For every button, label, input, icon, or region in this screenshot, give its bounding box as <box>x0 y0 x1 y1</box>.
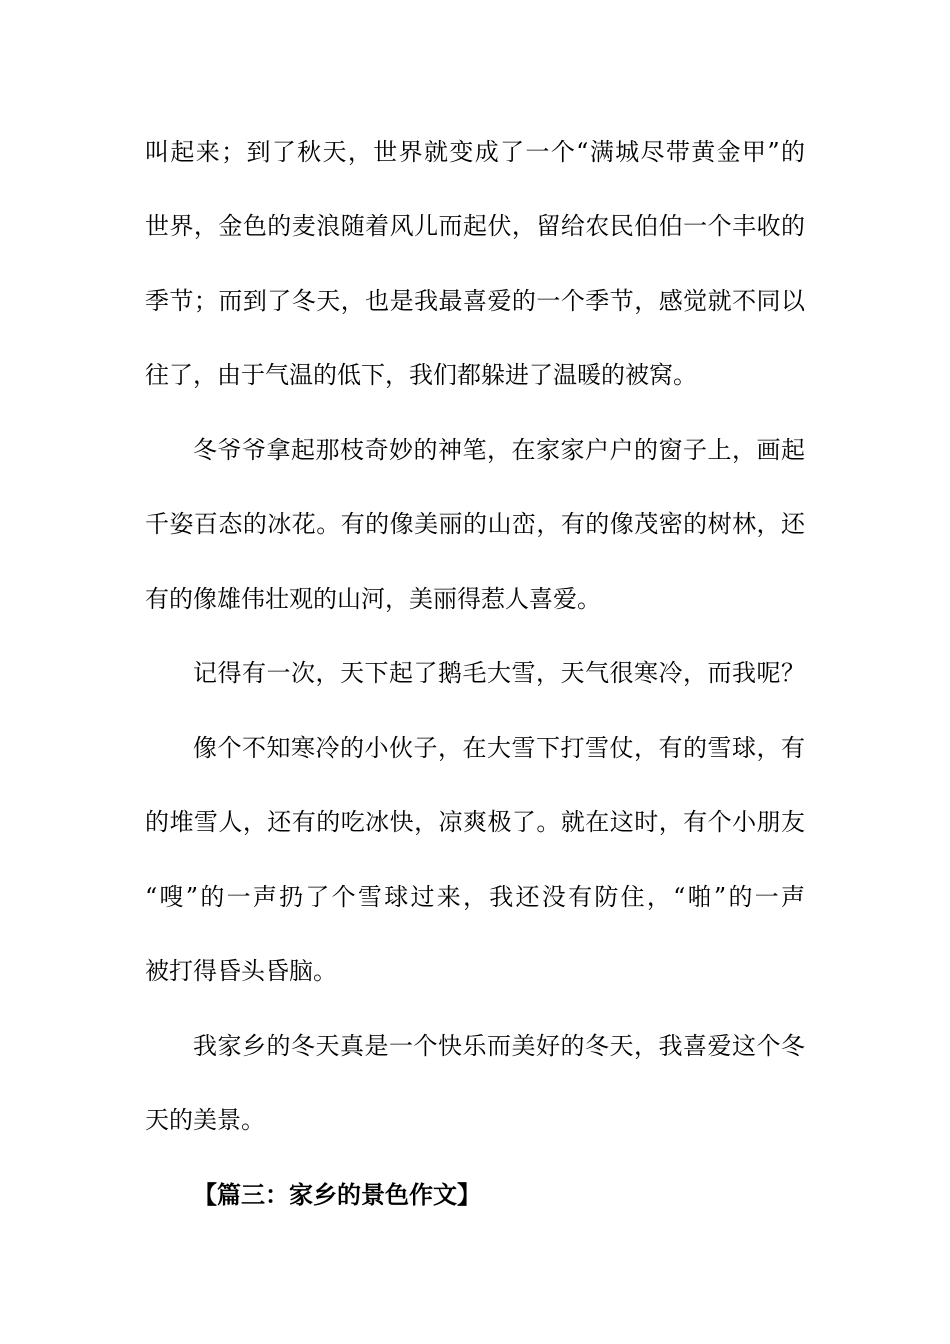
text-line: 像个不知寒冷的小伙子，在大雪下打雪仗，有的雪球，有 <box>193 734 805 762</box>
text-line: 千姿百态的冰花。有的像美丽的山峦，有的像茂密的树林，还 <box>145 510 805 538</box>
text-line: 我家乡的冬天真是一个快乐而美好的冬天，我喜爱这个冬 <box>193 1032 805 1060</box>
text-line: 有的像雄伟壮观的山河，美丽得惹人喜爱。 <box>145 585 601 613</box>
text-line: 季节；而到了冬天，也是我最喜爱的一个季节，感觉就不同以 <box>145 287 805 315</box>
text-line: “嗖”的一声扔了个雪球过来，我还没有防住，“啪”的一声 <box>145 883 805 911</box>
text-line: 记得有一次，天下起了鹅毛大雪，天气很寒冷，而我呢？ <box>193 659 805 687</box>
text-line: 往了，由于气温的低下，我们都躲进了温暖的被窝。 <box>145 361 697 389</box>
text-line: 天的美景。 <box>145 1106 265 1134</box>
section-heading: 【篇三：家乡的景色作文】 <box>193 1180 481 1209</box>
text-line: 被打得昏头昏脑。 <box>145 957 337 985</box>
text-line: 世界，金色的麦浪随着风儿而起伏，留给农民伯伯一个丰收的 <box>145 212 805 240</box>
text-line: 冬爷爷拿起那枝奇妙的神笔，在家家户户的窗子上，画起 <box>193 436 805 464</box>
text-line: 的堆雪人，还有的吃冰快，凉爽极了。就在这时，有个小朋友 <box>145 808 805 836</box>
text-line: 叫起来；到了秋天，世界就变成了一个“满城尽带黄金甲”的 <box>145 138 805 166</box>
